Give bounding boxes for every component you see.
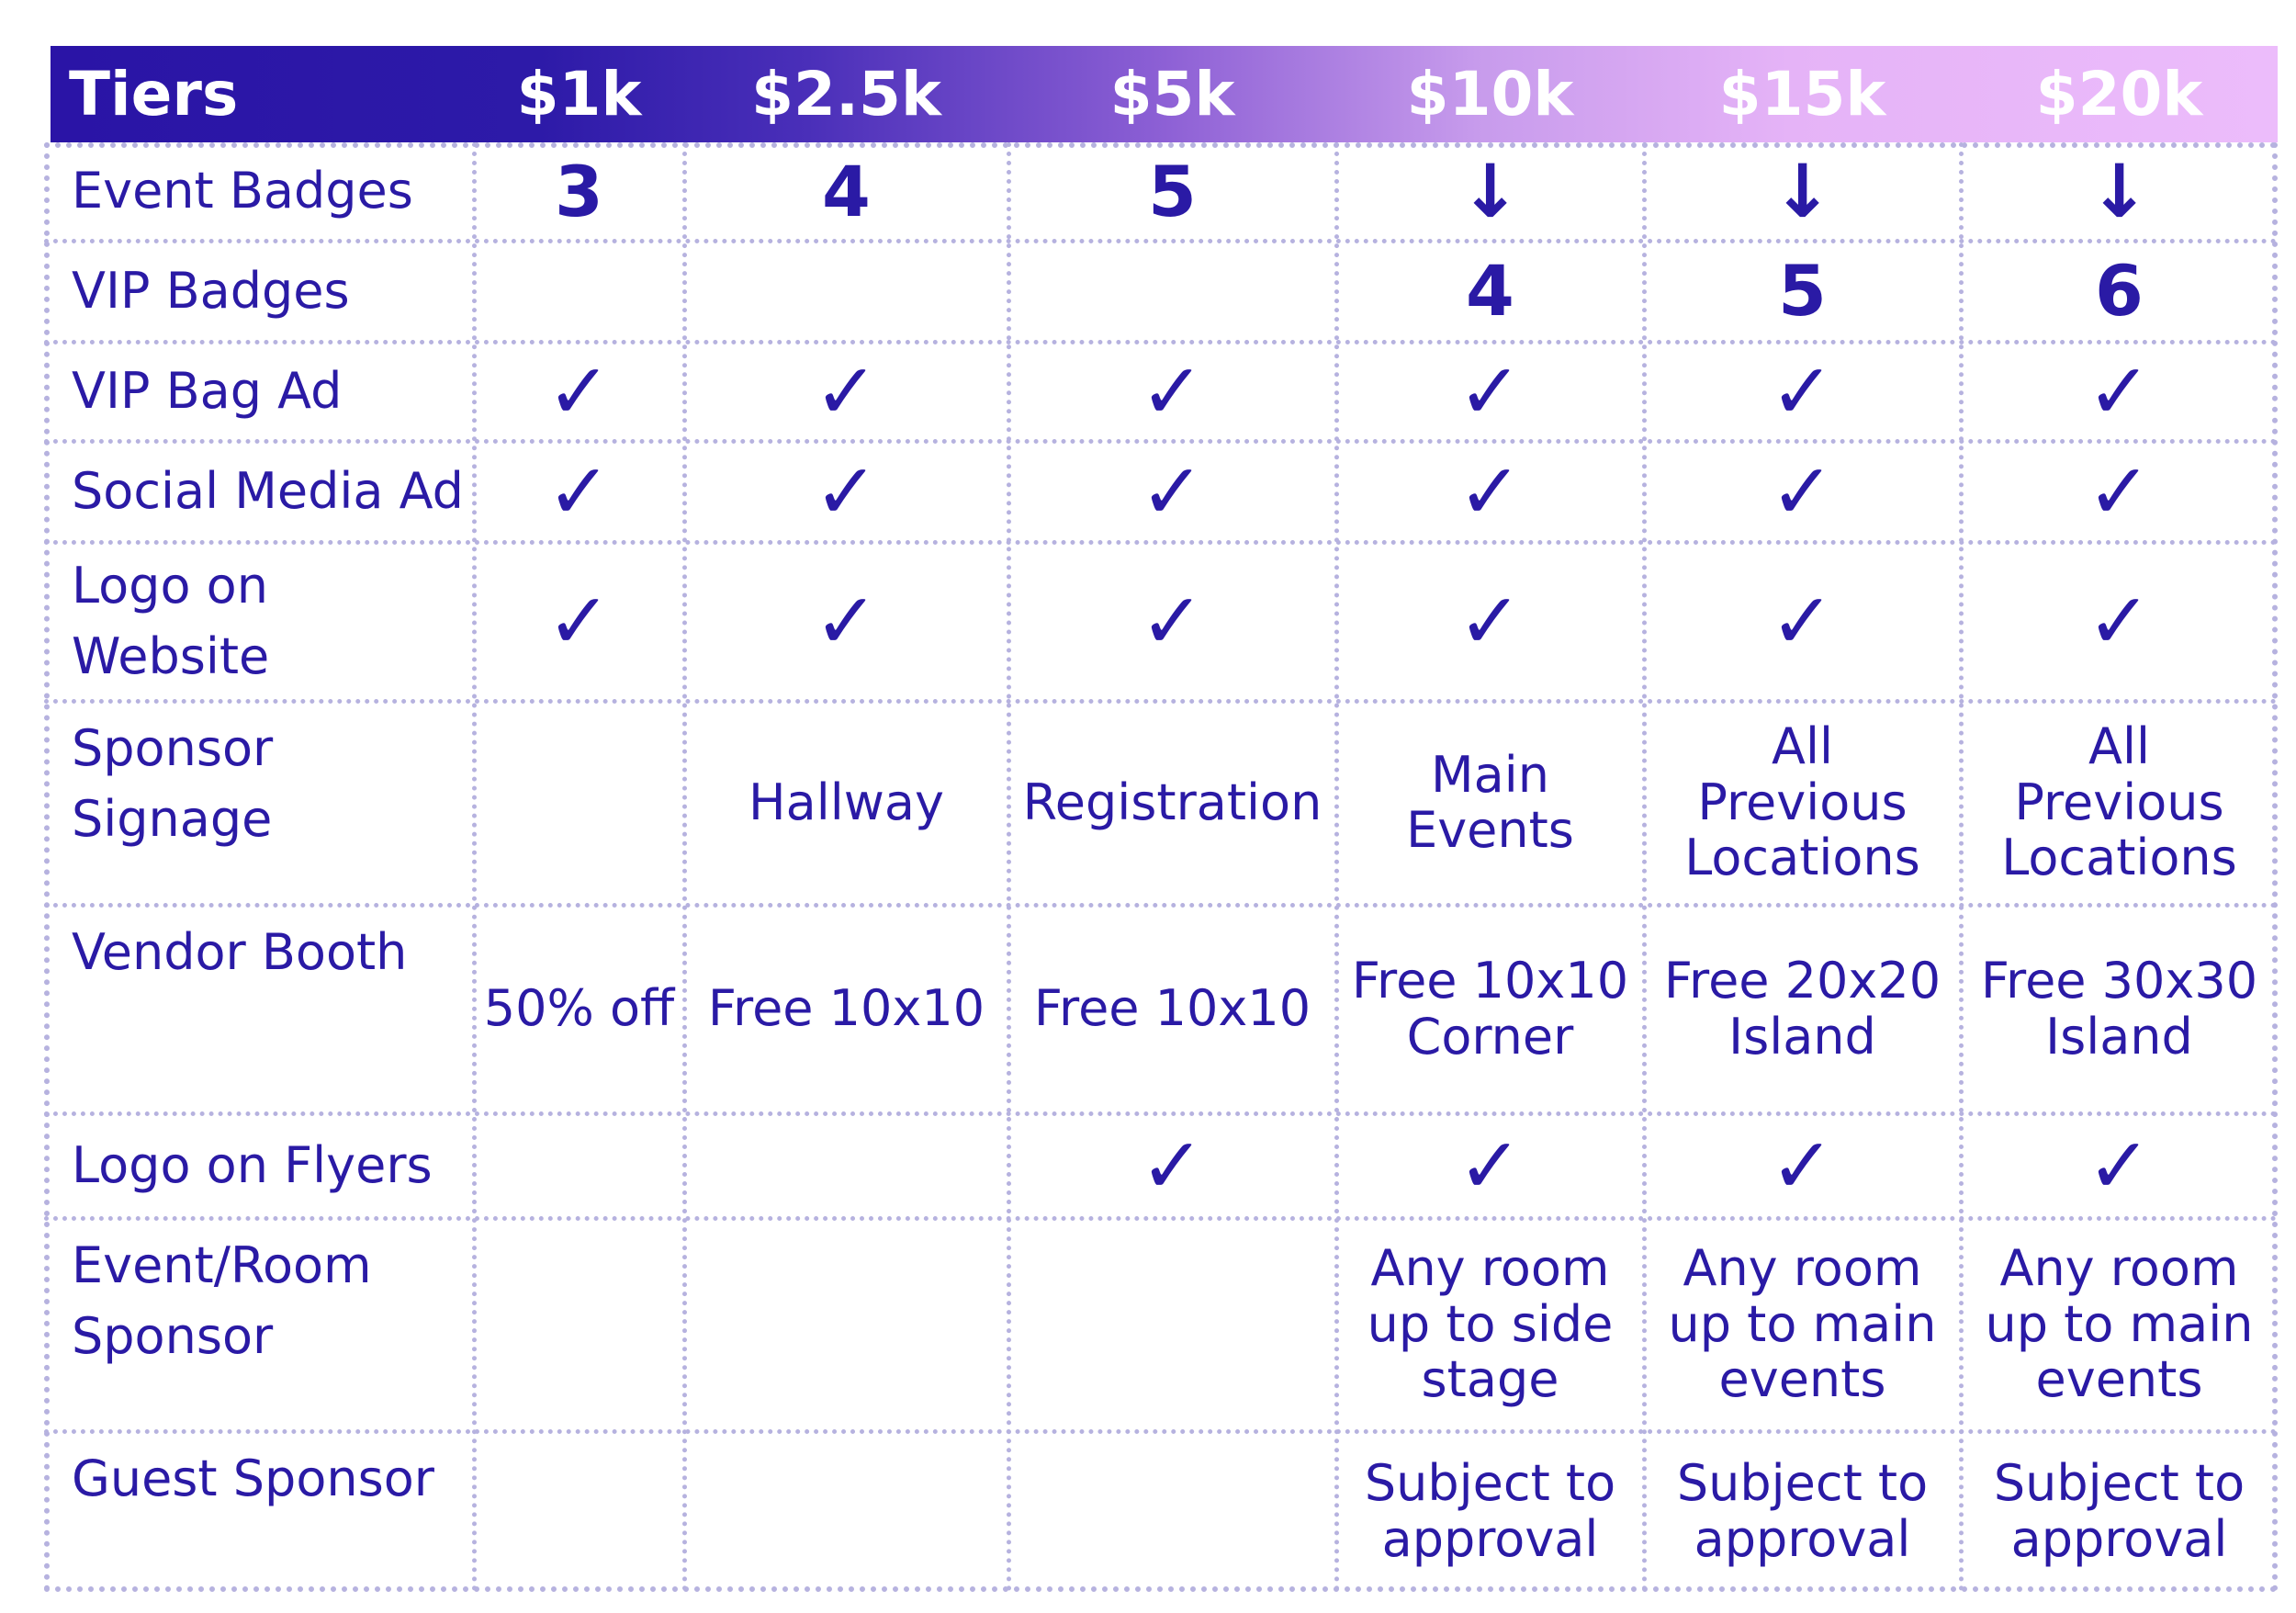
benefit-text: All Previous Locations [2001,717,2237,887]
empty-cell [1008,1218,1336,1431]
row-label-guest-sponsor: Guest Sponsor [72,1449,434,1507]
check-mark-icon: ✓ [1458,1120,1523,1211]
check-mark-icon: ✓ [1140,345,1205,436]
check-mark-icon: ✓ [1140,576,1205,667]
badge-count: 4 [1466,250,1514,333]
benefit-text: Hallway [748,773,944,831]
row-label-event-room-sponsor: Event/Room Sponsor [72,1236,372,1365]
check-mark-icon: ✓ [814,446,879,536]
check-mark-icon: ✓ [1770,1120,1835,1211]
benefit-text: Free 10x10 Corner [1351,952,1629,1066]
check-mark-icon: ✓ [2087,576,2152,667]
check-mark-icon: ✓ [2087,446,2152,536]
benefit-text: All Previous Locations [1684,717,1920,887]
empty-cell [474,1113,684,1218]
check-mark-icon: ✓ [546,576,612,667]
badge-count: 5 [1778,250,1827,333]
check-mark-icon: ✓ [1770,446,1835,536]
row-label-logo-on-website: Logo on Website [72,556,270,685]
row-label-vip-badges: VIP Badges [72,261,350,320]
down-arrow-icon: ↓ [1771,148,1834,234]
empty-cell [684,241,1008,342]
benefit-text: Main Events [1406,745,1574,859]
empty-cell [474,1431,684,1592]
benefit-text: Free 10x10 [1033,979,1311,1038]
tier-header-3: $5k [1109,59,1235,130]
check-mark-icon: ✓ [1458,576,1523,667]
benefit-text: 50% off [483,979,675,1038]
empty-cell [684,1113,1008,1218]
empty-cell [474,1218,684,1431]
tier-header-5: $15k [1718,59,1886,130]
check-mark-icon: ✓ [814,576,879,667]
row-label-sponsor-signage: Sponsor Signage [72,719,274,848]
empty-cell [474,241,684,342]
row-label-social-media-ad: Social Media Ad [72,461,464,520]
tier-header-1: $1k [516,59,642,130]
benefit-text: Any room up to main events [1668,1239,1937,1409]
benefit-text: Free 10x10 [707,979,985,1038]
tier-header-6: $20k [2035,59,2203,130]
check-mark-icon: ✓ [1770,345,1835,436]
badge-count: 5 [1148,150,1197,232]
benefit-text: Subject to approval [1993,1454,2245,1568]
badge-count: 6 [2095,250,2144,333]
tier-header-2: $2.5k [751,59,941,130]
tier-header-4: $10k [1406,59,1574,130]
benefit-text: Free 20x20 Island [1663,952,1941,1066]
empty-cell [684,1431,1008,1592]
badge-count: 4 [822,150,871,232]
row-label-vendor-booth: Vendor Booth [72,923,408,981]
check-mark-icon: ✓ [2087,1120,2152,1211]
empty-cell [1008,1431,1336,1592]
empty-cell [474,701,684,905]
down-arrow-icon: ↓ [1458,148,1522,234]
check-mark-icon: ✓ [1140,1120,1205,1211]
check-mark-icon: ✓ [814,345,879,436]
tiers-header-label: Tiers [69,59,239,130]
check-mark-icon: ✓ [546,345,612,436]
benefit-text: Subject to approval [1676,1454,1929,1568]
check-mark-icon: ✓ [1458,446,1523,536]
row-label-event-badges: Event Badges [72,162,413,220]
down-arrow-icon: ↓ [2088,148,2151,234]
benefit-text: Any room up to side stage [1367,1239,1614,1409]
row-label-logo-on-flyers: Logo on Flyers [72,1135,433,1194]
check-mark-icon: ✓ [546,446,612,536]
badge-count: 3 [555,150,603,232]
benefit-text: Registration [1022,773,1322,831]
row-label-vip-bag-ad: VIP Bag Ad [72,361,343,420]
benefit-text: Any room up to main events [1985,1239,2254,1409]
check-mark-icon: ✓ [1140,446,1205,536]
check-mark-icon: ✓ [1770,576,1835,667]
empty-cell [684,1218,1008,1431]
benefit-text: Subject to approval [1364,1454,1616,1568]
check-mark-icon: ✓ [1458,345,1523,436]
check-mark-icon: ✓ [2087,345,2152,436]
empty-cell [1008,241,1336,342]
benefit-text: Free 30x30 Island [1980,952,2258,1066]
